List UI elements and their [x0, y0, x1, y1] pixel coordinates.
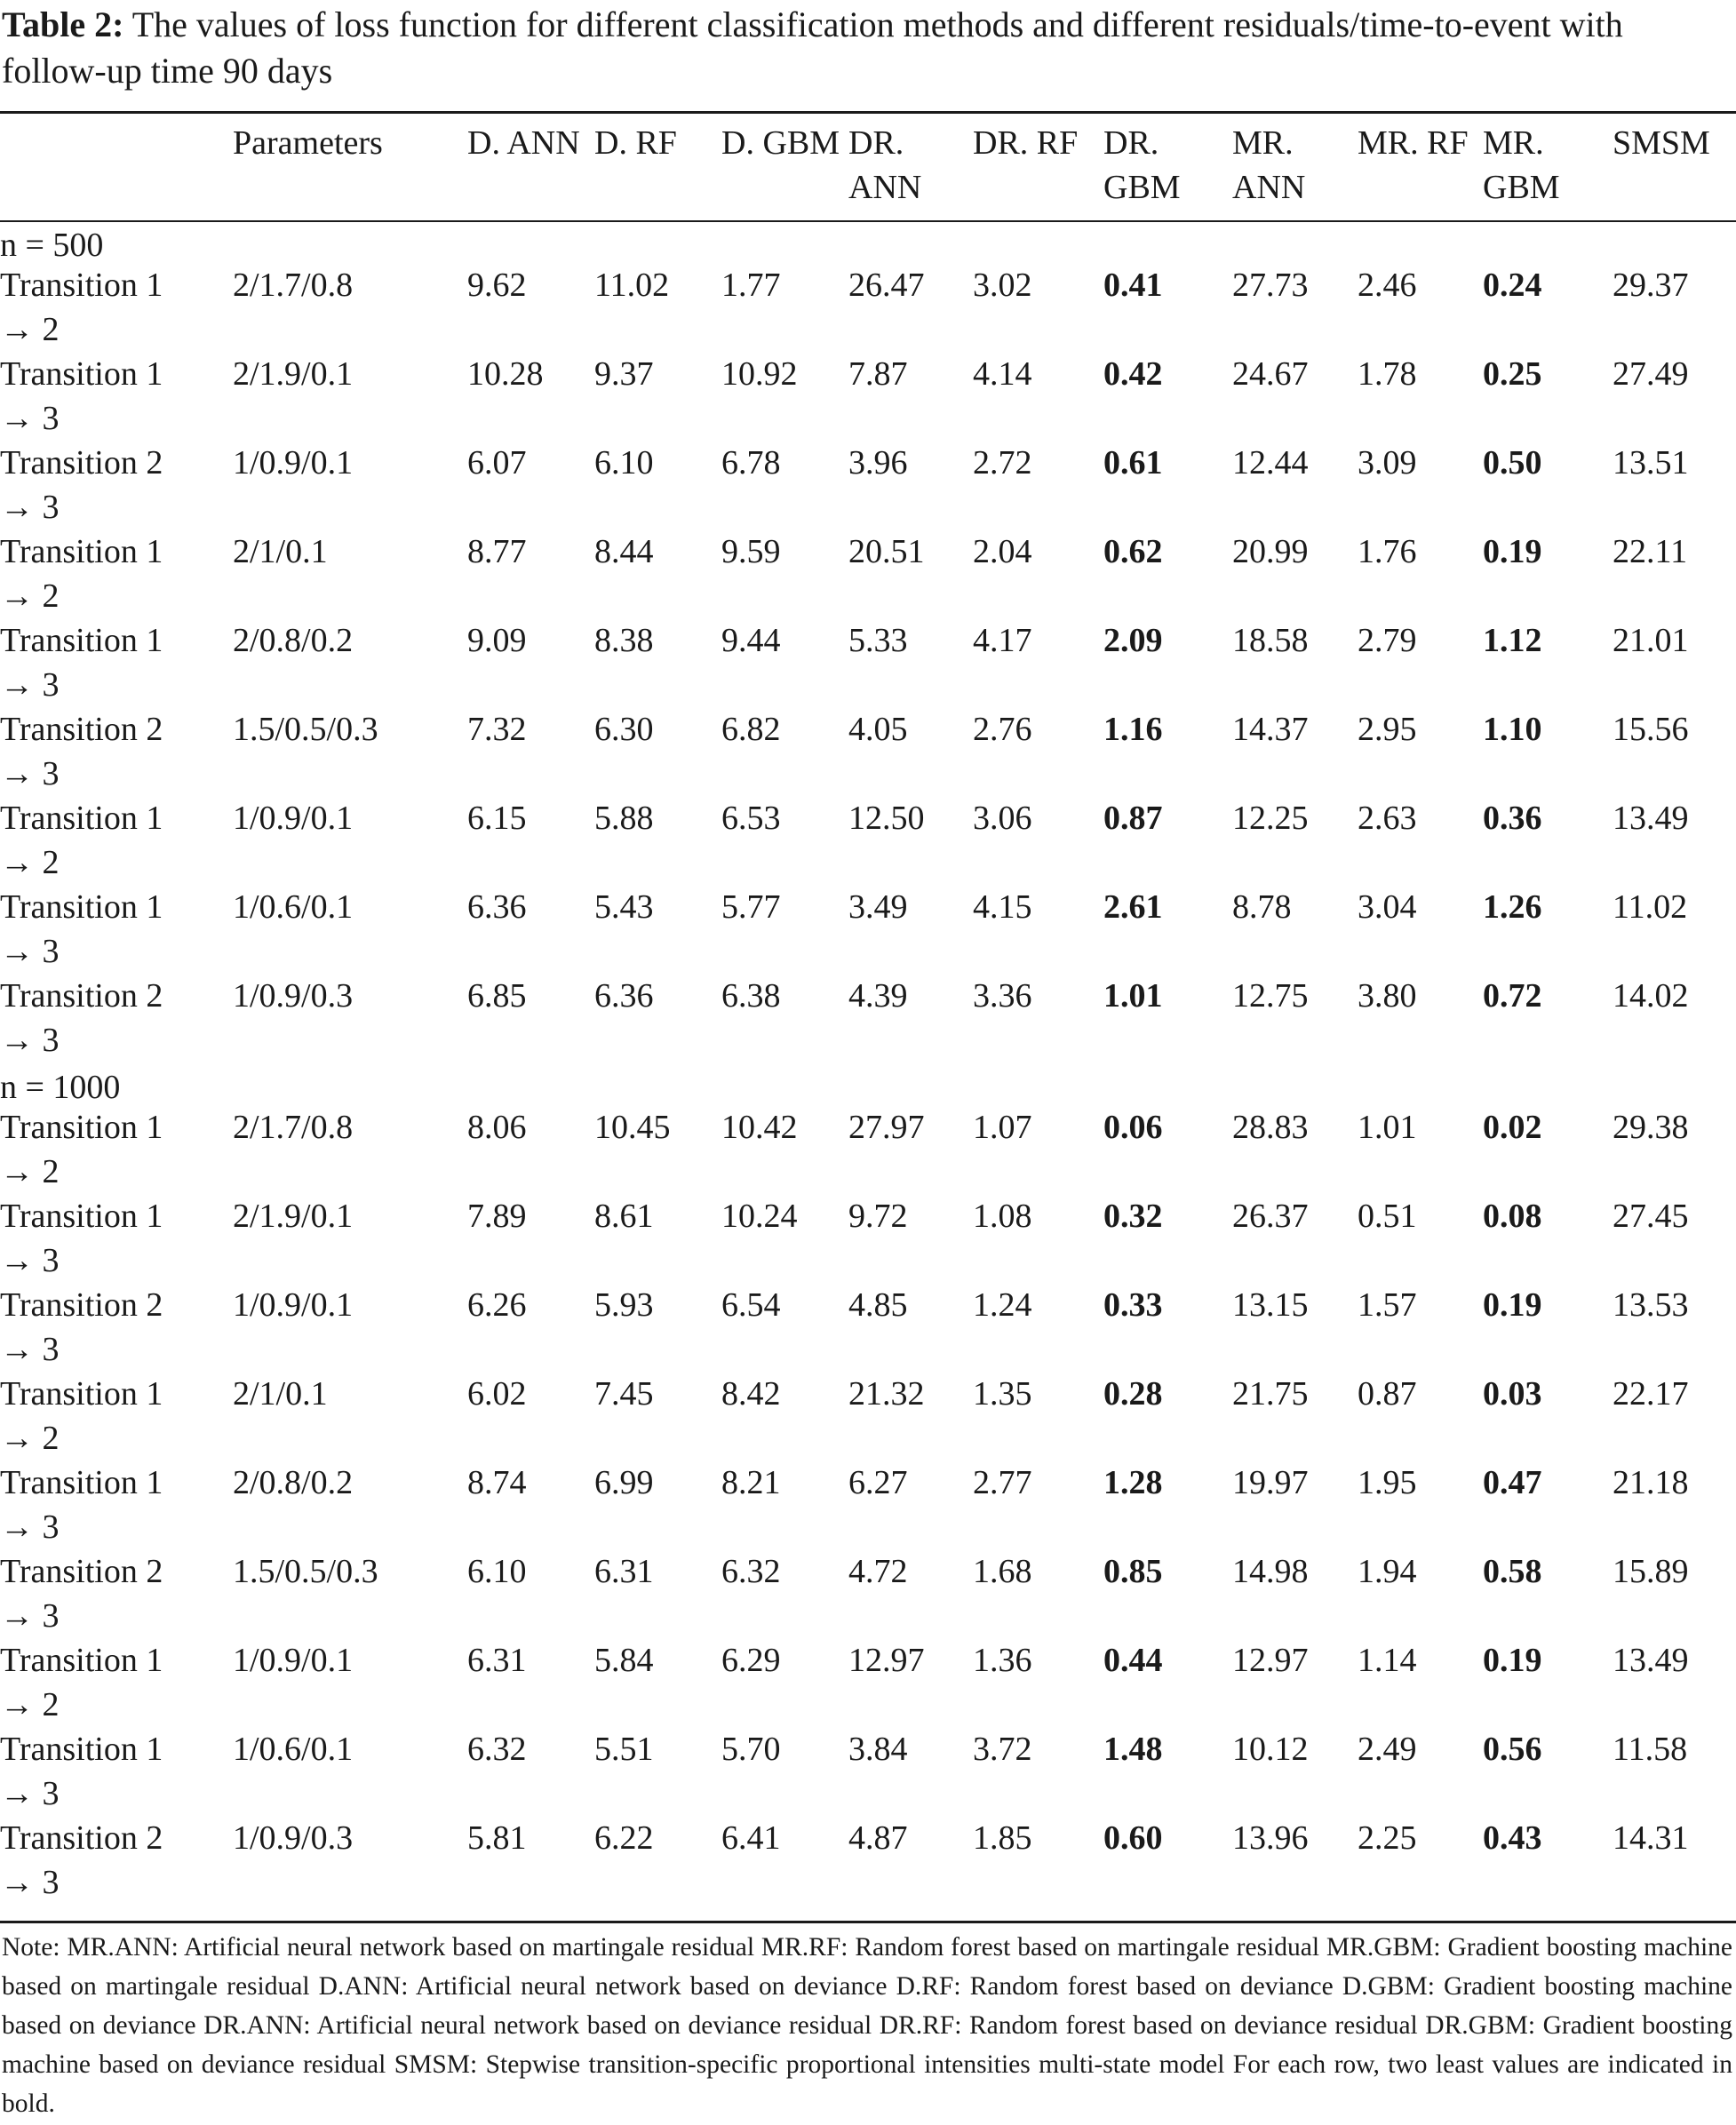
value-cell: 4.17	[973, 622, 1032, 659]
table-row	[0, 1283, 1736, 1372]
value-cell: 0.03	[1483, 1375, 1542, 1413]
value-cell: 0.33	[1103, 1286, 1163, 1324]
value-cell: 8.06	[467, 1109, 527, 1146]
value-cell: 12.97	[1232, 1642, 1309, 1679]
parameters-cell: 1.5/0.5/0.3	[233, 1553, 378, 1590]
transition-cell: Transition 1 → 2	[0, 1109, 163, 1190]
loss-function-table	[0, 114, 1736, 1905]
value-cell: 2.72	[973, 444, 1032, 482]
value-cell: 22.17	[1613, 1375, 1689, 1413]
value-cell: 5.93	[594, 1286, 654, 1324]
value-cell: 24.67	[1232, 355, 1309, 393]
value-cell: 10.45	[594, 1109, 671, 1146]
column-header: DR. RF	[973, 124, 1079, 162]
value-cell: 10.28	[467, 355, 544, 393]
value-cell: 0.72	[1483, 977, 1542, 1015]
value-cell: 6.30	[594, 711, 654, 748]
column-header: MR. ANN	[1232, 124, 1306, 206]
value-cell: 8.74	[467, 1464, 527, 1501]
value-cell: 2.63	[1358, 800, 1417, 837]
value-cell: 21.18	[1613, 1464, 1689, 1501]
value-cell: 7.87	[848, 355, 908, 393]
value-cell: 0.06	[1103, 1109, 1163, 1146]
value-cell: 5.70	[721, 1731, 781, 1768]
column-header	[0, 114, 233, 220]
column-header: D. RF	[594, 124, 677, 162]
value-cell: 0.62	[1103, 533, 1163, 570]
value-cell: 0.43	[1483, 1819, 1542, 1857]
value-cell: 3.96	[848, 444, 908, 482]
parameters-cell: 1/0.9/0.1	[233, 1642, 354, 1679]
transition-cell: Transition 2 → 3	[0, 444, 163, 526]
column-header: DR. ANN	[848, 124, 922, 206]
value-cell: 1.07	[973, 1109, 1032, 1146]
transition-cell: Transition 2 → 3	[0, 977, 163, 1059]
parameters-cell: 2/0.8/0.2	[233, 1464, 354, 1501]
transition-cell: Transition 1 → 3	[0, 1198, 163, 1279]
value-cell: 13.51	[1613, 444, 1689, 482]
value-cell: 6.10	[594, 444, 654, 482]
value-cell: 1.94	[1358, 1553, 1417, 1590]
value-cell: 4.05	[848, 711, 908, 748]
value-cell: 14.31	[1613, 1819, 1689, 1857]
group-label: n = 500	[0, 227, 104, 264]
value-cell: 1.12	[1483, 622, 1542, 659]
value-cell: 0.28	[1103, 1375, 1163, 1413]
value-cell: 8.21	[721, 1464, 781, 1501]
value-cell: 6.38	[721, 977, 781, 1015]
transition-cell: Transition 1 → 2	[0, 800, 163, 881]
value-cell: 0.51	[1358, 1198, 1417, 1235]
table-row	[0, 529, 1736, 618]
value-cell: 27.45	[1613, 1198, 1689, 1235]
value-cell: 27.73	[1232, 267, 1309, 304]
table-row	[0, 1638, 1736, 1727]
parameters-cell: 1/0.6/0.1	[233, 888, 354, 926]
value-cell: 14.37	[1232, 711, 1309, 748]
table-row	[0, 352, 1736, 441]
table-note: Note: MR.ANN: Artificial neural network based on martingale residual MR.RF: Random forest based on martingale residual MR.GBM: Gradient boosting machine based on martingale residual D.ANN: Artificial neural network based on deviance D.RF: Random forest based on deviance D.GBM: Gradient boosting machine based on deviance DR.ANN: Artificial neural network based on deviance residual DR.RF: Random forest based on deviance residual DR.GBM: Gradient boosting machine based on deviance residual SMSM: Stepwise transition-specific proportional intensities multi-state model For each row, two least values are indicated in bold.	[2, 1933, 1732, 2118]
transition-cell: Transition 1 → 3	[0, 1464, 163, 1546]
value-cell: 0.36	[1483, 800, 1542, 837]
value-cell: 4.87	[848, 1819, 908, 1857]
value-cell: 1.95	[1358, 1464, 1417, 1501]
value-cell: 21.32	[848, 1375, 925, 1413]
transition-cell: Transition 1 → 3	[0, 355, 163, 437]
value-cell: 5.51	[594, 1731, 654, 1768]
value-cell: 1.78	[1358, 355, 1417, 393]
value-cell: 3.06	[973, 800, 1032, 837]
value-cell: 10.92	[721, 355, 798, 393]
value-cell: 6.36	[467, 888, 527, 926]
value-cell: 2.49	[1358, 1731, 1417, 1768]
column-header: MR. RF	[1358, 124, 1469, 162]
value-cell: 4.14	[973, 355, 1032, 393]
value-cell: 2.79	[1358, 622, 1417, 659]
value-cell: 2.76	[973, 711, 1032, 748]
value-cell: 12.97	[848, 1642, 925, 1679]
parameters-cell: 1/0.9/0.3	[233, 977, 354, 1015]
table-body	[0, 220, 1736, 1905]
table-row	[0, 441, 1736, 529]
value-cell: 4.39	[848, 977, 908, 1015]
parameters-cell: 1.5/0.5/0.3	[233, 711, 378, 748]
value-cell: 1.36	[973, 1642, 1032, 1679]
transition-cell: Transition 1 → 2	[0, 267, 163, 348]
value-cell: 1.85	[973, 1819, 1032, 1857]
table-caption-text: The values of loss function for different classification methods and different residuals/time-to-event with follow-up time 90 days	[2, 4, 1623, 91]
value-cell: 0.61	[1103, 444, 1163, 482]
value-cell: 4.72	[848, 1553, 908, 1590]
table-caption-label: Table 2:	[2, 4, 124, 44]
parameters-cell: 2/1.9/0.1	[233, 1198, 354, 1235]
value-cell: 18.58	[1232, 622, 1309, 659]
value-cell: 6.22	[594, 1819, 654, 1857]
table-row	[0, 263, 1736, 352]
value-cell: 1.08	[973, 1198, 1032, 1235]
parameters-cell: 2/1/0.1	[233, 533, 328, 570]
transition-cell: Transition 2 → 3	[0, 1286, 163, 1368]
parameters-cell: 2/1.9/0.1	[233, 355, 354, 393]
value-cell: 3.09	[1358, 444, 1417, 482]
value-cell: 0.44	[1103, 1642, 1163, 1679]
parameters-cell: 2/1/0.1	[233, 1375, 328, 1413]
value-cell: 9.72	[848, 1198, 908, 1235]
value-cell: 6.15	[467, 800, 527, 837]
value-cell: 5.77	[721, 888, 781, 926]
value-cell: 6.85	[467, 977, 527, 1015]
value-cell: 0.25	[1483, 355, 1542, 393]
parameters-cell: 1/0.9/0.1	[233, 444, 354, 482]
transition-cell: Transition 2 → 3	[0, 1553, 163, 1635]
value-cell: 29.38	[1613, 1109, 1689, 1146]
column-header: DR. GBM	[1103, 124, 1181, 206]
value-cell: 26.37	[1232, 1198, 1309, 1235]
value-cell: 26.47	[848, 267, 925, 304]
value-cell: 2.09	[1103, 622, 1163, 659]
value-cell: 5.88	[594, 800, 654, 837]
table-row	[0, 974, 1736, 1062]
table-row	[0, 1105, 1736, 1194]
value-cell: 10.12	[1232, 1731, 1309, 1768]
value-cell: 6.07	[467, 444, 527, 482]
value-cell: 7.45	[594, 1375, 654, 1413]
value-cell: 6.31	[467, 1642, 527, 1679]
value-cell: 0.85	[1103, 1553, 1163, 1590]
value-cell: 0.32	[1103, 1198, 1163, 1235]
value-cell: 27.49	[1613, 355, 1689, 393]
value-cell: 1.24	[973, 1286, 1032, 1324]
parameters-cell: 2/1.7/0.8	[233, 267, 354, 304]
parameters-cell: 1/0.9/0.1	[233, 1286, 354, 1324]
value-cell: 1.68	[973, 1553, 1032, 1590]
value-cell: 1.57	[1358, 1286, 1417, 1324]
value-cell: 7.89	[467, 1198, 527, 1235]
value-cell: 0.42	[1103, 355, 1163, 393]
value-cell: 19.97	[1232, 1464, 1309, 1501]
value-cell: 2.04	[973, 533, 1032, 570]
value-cell: 21.01	[1613, 622, 1689, 659]
value-cell: 3.02	[973, 267, 1032, 304]
value-cell: 3.49	[848, 888, 908, 926]
value-cell: 5.43	[594, 888, 654, 926]
transition-cell: Transition 1 → 2	[0, 533, 163, 615]
value-cell: 1.14	[1358, 1642, 1417, 1679]
value-cell: 0.19	[1483, 1286, 1542, 1324]
value-cell: 1.16	[1103, 711, 1163, 748]
value-cell: 1.26	[1483, 888, 1542, 926]
value-cell: 2.46	[1358, 267, 1417, 304]
value-cell: 0.47	[1483, 1464, 1542, 1501]
transition-cell: Transition 1 → 3	[0, 1731, 163, 1812]
value-cell: 9.62	[467, 267, 527, 304]
value-cell: 12.25	[1232, 800, 1309, 837]
value-cell: 0.58	[1483, 1553, 1542, 1590]
table-header-row	[0, 114, 1736, 220]
table-row	[0, 707, 1736, 796]
value-cell: 1.35	[973, 1375, 1032, 1413]
value-cell: 6.54	[721, 1286, 781, 1324]
group-label: n = 1000	[0, 1069, 121, 1106]
value-cell: 0.50	[1483, 444, 1542, 482]
value-cell: 6.99	[594, 1464, 654, 1501]
value-cell: 6.78	[721, 444, 781, 482]
value-cell: 28.83	[1232, 1109, 1309, 1146]
value-cell: 21.75	[1232, 1375, 1309, 1413]
value-cell: 15.89	[1613, 1553, 1689, 1590]
value-cell: 1.01	[1103, 977, 1163, 1015]
value-cell: 6.02	[467, 1375, 527, 1413]
table-bottom-rule	[0, 1921, 1736, 1923]
transition-cell: Transition 1 → 3	[0, 888, 163, 970]
value-cell: 14.98	[1232, 1553, 1309, 1590]
value-cell: 6.29	[721, 1642, 781, 1679]
parameters-cell: 1/0.9/0.3	[233, 1819, 354, 1857]
value-cell: 0.60	[1103, 1819, 1163, 1857]
value-cell: 0.08	[1483, 1198, 1542, 1235]
value-cell: 1.10	[1483, 711, 1542, 748]
value-cell: 3.36	[973, 977, 1032, 1015]
value-cell: 0.19	[1483, 1642, 1542, 1679]
value-cell: 1.01	[1358, 1109, 1417, 1146]
transition-cell: Transition 1 → 3	[0, 622, 163, 704]
value-cell: 4.85	[848, 1286, 908, 1324]
value-cell: 11.02	[1613, 888, 1688, 926]
group-row	[0, 1062, 1736, 1105]
value-cell: 11.58	[1613, 1731, 1688, 1768]
value-cell: 13.49	[1613, 1642, 1689, 1679]
table-row	[0, 1549, 1736, 1638]
value-cell: 1.77	[721, 267, 781, 304]
value-cell: 1.28	[1103, 1464, 1163, 1501]
value-cell: 0.19	[1483, 533, 1542, 570]
parameters-cell: 2/0.8/0.2	[233, 622, 354, 659]
value-cell: 6.41	[721, 1819, 781, 1857]
value-cell: 6.27	[848, 1464, 908, 1501]
value-cell: 9.37	[594, 355, 654, 393]
value-cell: 13.15	[1232, 1286, 1309, 1324]
value-cell: 0.56	[1483, 1731, 1542, 1768]
group-row	[0, 220, 1736, 263]
value-cell: 5.81	[467, 1819, 527, 1857]
value-cell: 12.44	[1232, 444, 1309, 482]
value-cell: 8.77	[467, 533, 527, 570]
column-header: SMSM	[1613, 124, 1710, 162]
value-cell: 0.87	[1358, 1375, 1417, 1413]
table-row	[0, 796, 1736, 885]
value-cell: 1.48	[1103, 1731, 1163, 1768]
value-cell: 5.84	[594, 1642, 654, 1679]
transition-cell: Transition 2 → 3	[0, 1819, 163, 1901]
value-cell: 2.95	[1358, 711, 1417, 748]
value-cell: 11.02	[594, 267, 670, 304]
value-cell: 22.11	[1613, 533, 1688, 570]
value-cell: 0.87	[1103, 800, 1163, 837]
value-cell: 2.77	[973, 1464, 1032, 1501]
value-cell: 8.44	[594, 533, 654, 570]
value-cell: 1.76	[1358, 533, 1417, 570]
parameters-cell: 2/1.7/0.8	[233, 1109, 354, 1146]
value-cell: 9.44	[721, 622, 781, 659]
value-cell: 8.42	[721, 1375, 781, 1413]
value-cell: 8.61	[594, 1198, 654, 1235]
value-cell: 29.37	[1613, 267, 1689, 304]
value-cell: 7.32	[467, 711, 527, 748]
table-row	[0, 1194, 1736, 1283]
table-row	[0, 1727, 1736, 1816]
column-header: MR. GBM	[1483, 124, 1560, 206]
column-header: Parameters	[233, 124, 383, 162]
value-cell: 5.33	[848, 622, 908, 659]
value-cell: 6.82	[721, 711, 781, 748]
value-cell: 8.78	[1232, 888, 1292, 926]
value-cell: 9.09	[467, 622, 527, 659]
value-cell: 13.53	[1613, 1286, 1689, 1324]
value-cell: 10.42	[721, 1109, 798, 1146]
value-cell: 9.59	[721, 533, 781, 570]
value-cell: 10.24	[721, 1198, 798, 1235]
column-header: D. GBM	[721, 124, 840, 162]
transition-cell: Transition 1 → 2	[0, 1642, 163, 1723]
table-caption	[2, 2, 1725, 94]
value-cell: 0.02	[1483, 1109, 1542, 1146]
transition-cell: Transition 1 → 2	[0, 1375, 163, 1457]
parameters-cell: 1/0.9/0.1	[233, 800, 354, 837]
value-cell: 3.04	[1358, 888, 1417, 926]
transition-cell: Transition 2 → 3	[0, 711, 163, 792]
value-cell: 6.31	[594, 1553, 654, 1590]
value-cell: 13.49	[1613, 800, 1689, 837]
value-cell: 0.41	[1103, 267, 1163, 304]
value-cell: 20.51	[848, 533, 925, 570]
table-row	[0, 1816, 1736, 1905]
table-row	[0, 885, 1736, 974]
value-cell: 3.72	[973, 1731, 1032, 1768]
value-cell: 12.75	[1232, 977, 1309, 1015]
value-cell: 3.80	[1358, 977, 1417, 1015]
column-header: D. ANN	[467, 124, 580, 162]
value-cell: 14.02	[1613, 977, 1689, 1015]
value-cell: 6.26	[467, 1286, 527, 1324]
table-row	[0, 1460, 1736, 1549]
value-cell: 15.56	[1613, 711, 1689, 748]
value-cell: 8.38	[594, 622, 654, 659]
value-cell: 6.32	[467, 1731, 527, 1768]
parameters-cell: 1/0.6/0.1	[233, 1731, 354, 1768]
value-cell: 20.99	[1232, 533, 1309, 570]
value-cell: 4.15	[973, 888, 1032, 926]
value-cell: 6.53	[721, 800, 781, 837]
value-cell: 3.84	[848, 1731, 908, 1768]
table-row	[0, 1372, 1736, 1460]
value-cell: 6.36	[594, 977, 654, 1015]
value-cell: 2.61	[1103, 888, 1163, 926]
value-cell: 27.97	[848, 1109, 925, 1146]
value-cell: 2.25	[1358, 1819, 1417, 1857]
value-cell: 6.10	[467, 1553, 527, 1590]
value-cell: 0.24	[1483, 267, 1542, 304]
value-cell: 6.32	[721, 1553, 781, 1590]
value-cell: 12.50	[848, 800, 925, 837]
table-row	[0, 618, 1736, 707]
value-cell: 13.96	[1232, 1819, 1309, 1857]
